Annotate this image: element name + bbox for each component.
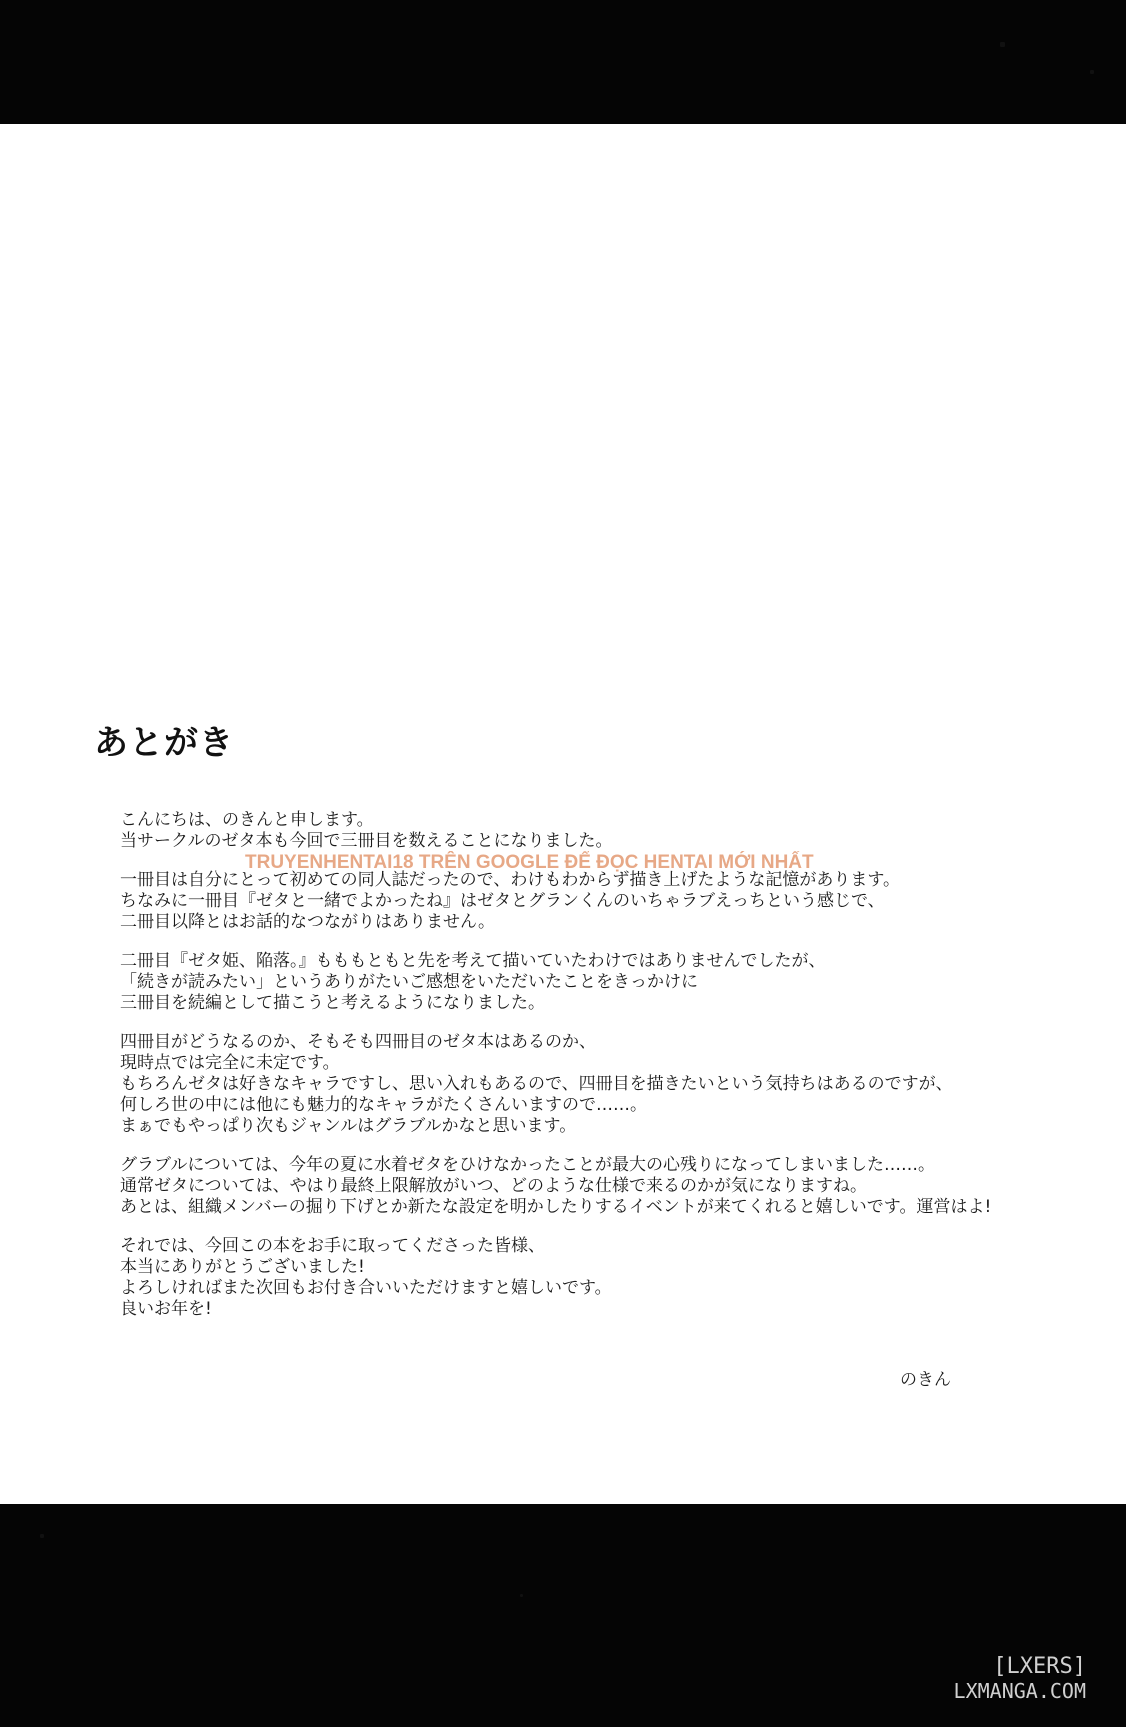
scan-speck [1090,70,1094,74]
paragraph-greeting [120,810,1090,852]
scan-speck [1000,42,1005,47]
text-line: それでは、今回この本をお手に取ってくださった皆様、 [120,1236,545,1256]
site-watermark: TRUYENHENTAI18 TRÊN GOOGLE ĐỂ ĐỌC HENTAI MỚI NHẤT [245,852,814,873]
scan-group-tag: [LXERS] [993,1654,1086,1679]
text-line: 当サークルのゼタ本も今回で三冊目を数えることになりました。 [120,831,613,851]
scan-speck [520,1594,523,1597]
top-scan-border [0,0,1126,124]
text-line: 一冊目は自分にとって初めての同人誌だったので、わけもわからず描き上げたような記憶があります。 [120,870,900,890]
text-line: 現時点では完全に未定です。 [120,1053,340,1073]
text-line: 「続きが読みたい」というありがたいご感想をいただいたことをきっかけに [120,972,698,992]
paragraph-fourth-book [120,1032,1090,1137]
scan-site-url: LXMANGA.COM [953,1679,1086,1703]
text-line: 二冊目『ゼタ姫、陥落。』もももともと先を考えて描いていたわけではありませんでしたが、 [120,951,826,971]
author-signature: のきん [900,1370,951,1390]
text-line: あとは、組織メンバーの掘り下げとか新たな設定を明かしたりするイベントが来てくれると嬉しいです。運営はよ! [120,1197,992,1217]
text-line: グラブルについては、今年の夏に水着ゼタをひけなかったことが最大の心残りになってしまいました……。 [120,1155,935,1175]
text-line: 本当にありがとうございました! [120,1257,365,1277]
text-line: よろしければまた次回もお付き合いいただけますと嬉しいです。 [120,1278,612,1298]
afterword-title: あとがき [94,723,234,763]
text-line: 良いお年を! [120,1299,212,1319]
text-line: 通常ゼタについては、やはり最終上限解放がいつ、どのような仕様で来るのかが気になりますね。 [120,1176,867,1196]
afterword-body [120,810,1090,1338]
text-line: もちろんゼタは好きなキャラですし、思い入れもあるので、四冊目を描きたいという気持ちはあるのですが、 [120,1074,953,1094]
text-line: 四冊目がどうなるのか、そもそも四冊目のゼタ本はあるのか、 [120,1032,596,1052]
text-line: こんにちは、のきんと申します。 [120,810,374,830]
text-line: ちなみに一冊目『ゼタと一緒でよかったね』はゼタとグランくんのいちゃラブえっちという感じで、 [120,891,885,911]
text-line: 三冊目を続編として描こうと考えるようになりました。 [120,993,545,1013]
paragraph-granblue [120,1155,1090,1218]
text-line: まぁでもやっぱり次もジャンルはグラブルかなと思います。 [120,1116,577,1136]
text-line: 二冊目以降とはお話的なつながりはありません。 [120,912,496,932]
paragraph-closing [120,1236,1090,1320]
paragraph-second-book [120,951,1090,1014]
paragraph-first-book [120,870,1090,933]
scanlation-mark [954,1655,1086,1703]
scan-speck [40,1534,44,1538]
text-line: 何しろ世の中には他にも魅力的なキャラがたくさんいますので……。 [120,1095,647,1115]
